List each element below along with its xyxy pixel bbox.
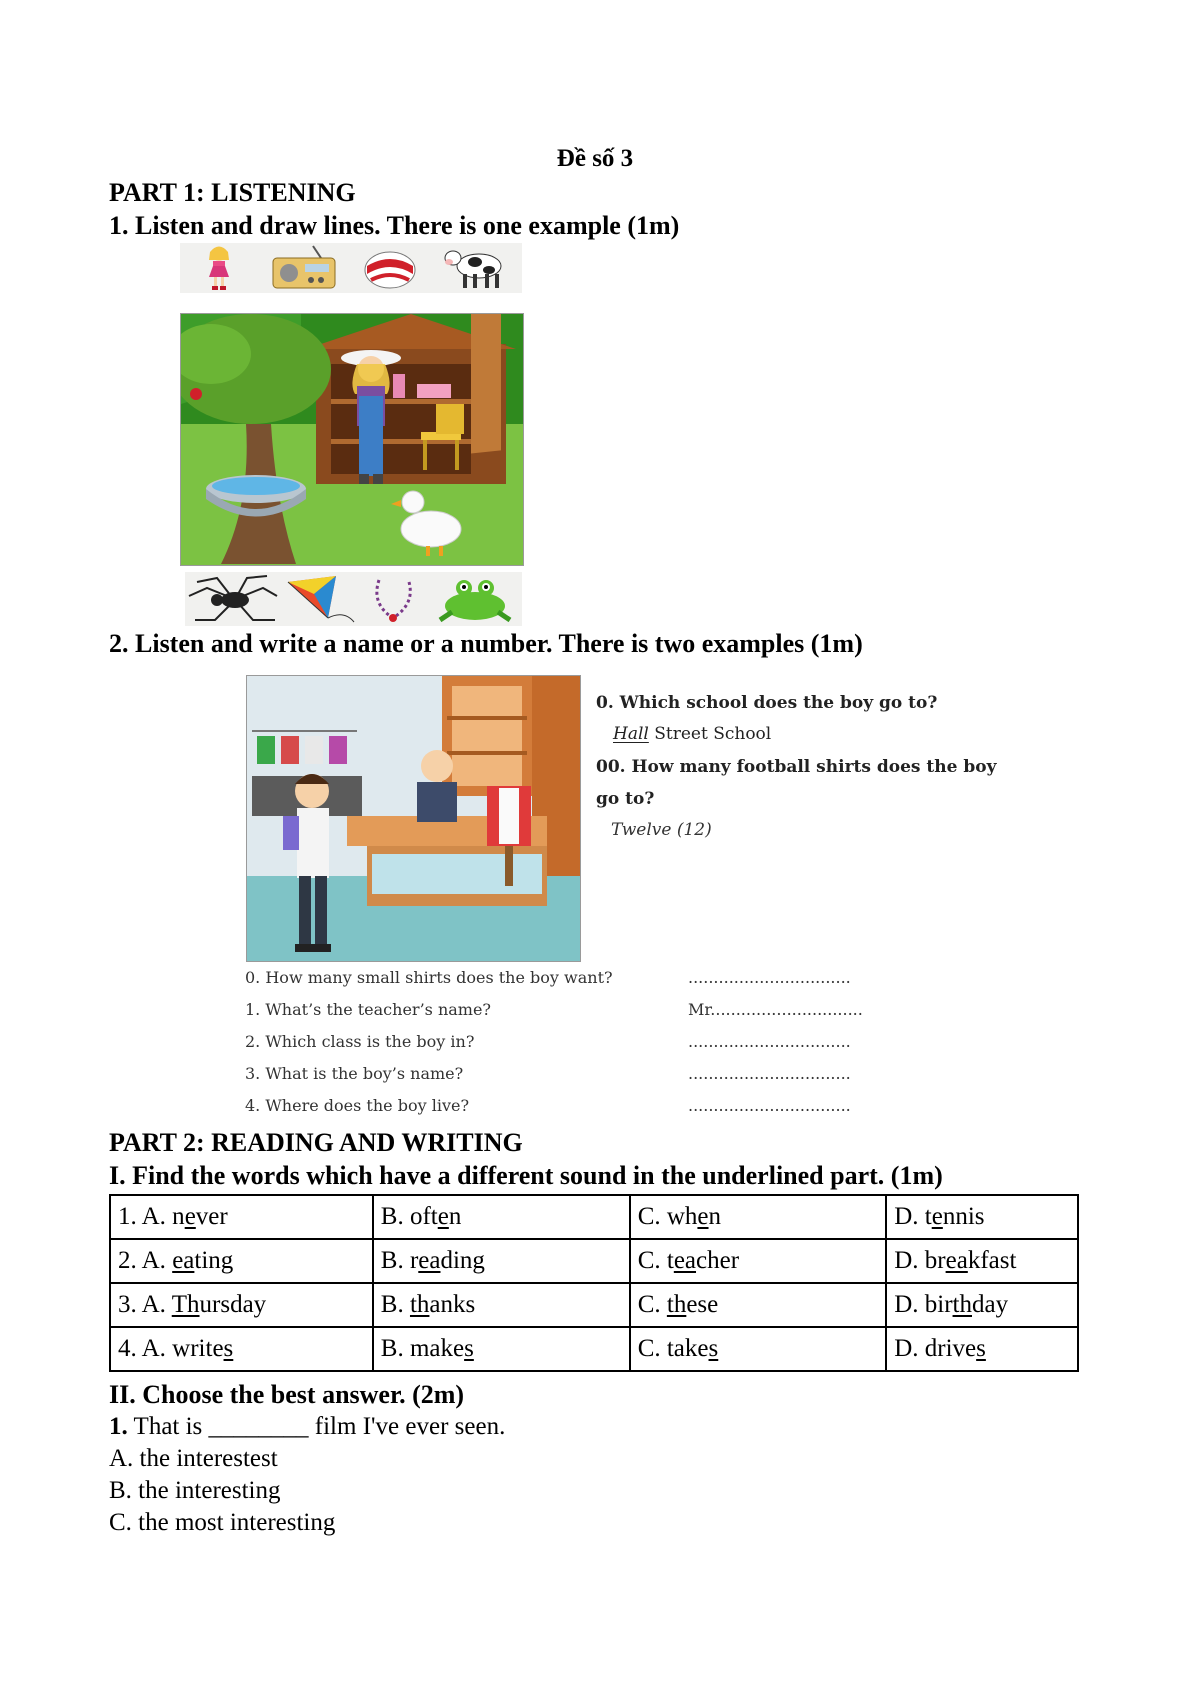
frog-icon [430, 574, 520, 624]
kite-icon [284, 574, 364, 624]
option-a: A. the interestest [109, 1445, 278, 1472]
list-item [245, 1000, 885, 1032]
question-text: 0. How many small shirts does the boy want? [245, 968, 613, 987]
doll-icon [191, 244, 247, 292]
top-icon-strip [180, 243, 522, 293]
example-00-question-line2: go to? [596, 789, 655, 809]
table-cell: B. reading [373, 1239, 630, 1283]
table-cell: C. takes [630, 1327, 887, 1371]
table-cell: B. thanks [373, 1283, 630, 1327]
table-cell: C. when [630, 1195, 887, 1239]
question-text: 1. What’s the teacher’s name? [245, 1000, 492, 1019]
bottom-icon-strip [185, 572, 522, 626]
question-1: 1. That is ________ film I've ever seen. [109, 1413, 506, 1440]
table-cell: 4. A. writes [110, 1327, 373, 1371]
table-cell: D. drives [886, 1327, 1078, 1371]
radio-icon [269, 244, 339, 292]
answer-blank: ................................ [688, 1064, 851, 1083]
task1-heading: 1. Listen and draw lines. There is one example (1m) [109, 211, 680, 240]
part1-heading: PART 1: LISTENING [109, 178, 356, 207]
example-0-answer: Hall Street School [613, 724, 772, 744]
section2-heading: II. Choose the best answer. (2m) [109, 1380, 465, 1409]
list-item [245, 1096, 885, 1128]
table-row [110, 1239, 1078, 1283]
ball-icon [361, 244, 419, 292]
list-item [245, 1064, 885, 1096]
table-cell: B. makes [373, 1327, 630, 1371]
option-b: B. the interesting [109, 1477, 281, 1504]
table-row [110, 1195, 1078, 1239]
answer-blank: ................................ [688, 1096, 851, 1115]
list-item [245, 1032, 885, 1064]
list-item [245, 968, 885, 1000]
table-cell: C. these [630, 1283, 887, 1327]
task2-heading: 2. Listen and write a name or a number. There is two examples (1m) [109, 629, 863, 658]
shop-scene-image [246, 675, 581, 962]
question-text: 4. Where does the boy live? [245, 1096, 470, 1115]
table-cell: D. breakfast [886, 1239, 1078, 1283]
table-row [110, 1327, 1078, 1371]
section1-heading: I. Find the words which have a different sound in the underlined part. (1m) [109, 1161, 943, 1190]
sound-table [109, 1194, 1079, 1372]
table-cell: B. often [373, 1195, 630, 1239]
table-cell: 1. A. never [110, 1195, 373, 1239]
answer-blank: Mr.............................. [688, 1000, 863, 1019]
spider-icon [187, 574, 279, 624]
table-cell: C. teacher [630, 1239, 887, 1283]
cow-icon [441, 244, 511, 292]
table-cell: D. tennis [886, 1195, 1078, 1239]
example-0-question: 0. Which school does the boy go to? [596, 693, 938, 713]
example-00-answer: Twelve (12) [611, 820, 712, 840]
table-cell: D. birthday [886, 1283, 1078, 1327]
table-cell: 3. A. Thursday [110, 1283, 373, 1327]
answer-blank: ................................ [688, 968, 851, 987]
necklace-icon [369, 574, 425, 624]
task2-question-list [245, 968, 885, 1128]
answer-blank: ................................ [688, 1032, 851, 1051]
part2-heading: PART 2: READING AND WRITING [109, 1128, 523, 1157]
farm-scene-image [180, 313, 524, 566]
question-text: 3. What is the boy’s name? [245, 1064, 464, 1083]
example-00-question-line1: 00. How many football shirts does the boy [596, 757, 997, 777]
table-row [110, 1283, 1078, 1327]
question-text: 2. Which class is the boy in? [245, 1032, 475, 1051]
table-cell: 2. A. eating [110, 1239, 373, 1283]
page-title: Đề số 3 [556, 145, 634, 172]
option-c: C. the most interesting [109, 1509, 336, 1536]
